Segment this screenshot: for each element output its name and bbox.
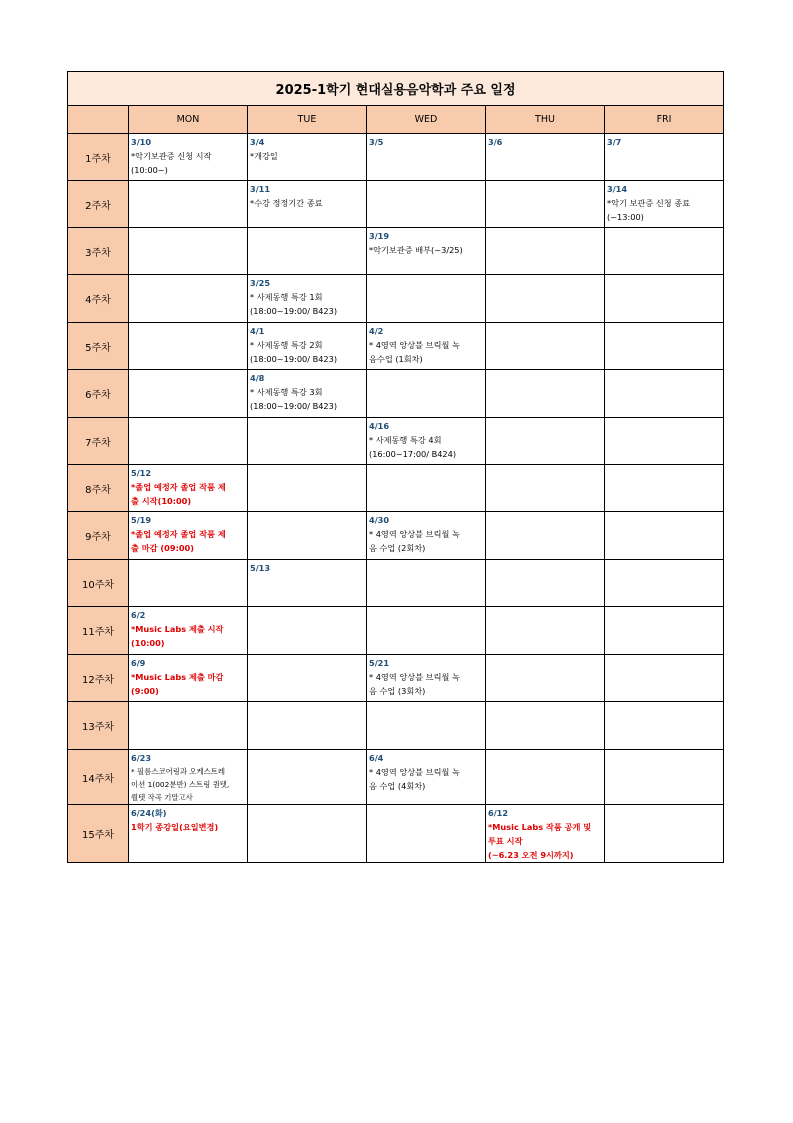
event-date: 3/5: [369, 137, 384, 147]
event-date: 4/16: [369, 421, 390, 431]
event-text: * 사제동행 특강 2회 (18:00~19:00/ B423): [250, 340, 338, 364]
week-label: 13주차: [68, 702, 129, 750]
day-cell-mon: [129, 370, 248, 418]
week-row: [68, 512, 724, 560]
event-date: 5/21: [369, 658, 390, 668]
event-text: *수강 정정기간 종료: [250, 198, 323, 208]
day-cell-mon: [129, 560, 248, 607]
day-cell-mon: [129, 465, 248, 512]
day-cell-tue: [248, 702, 367, 750]
event-date: 3/10: [131, 137, 152, 147]
event-text: *졸업 예정자 졸업 작품 제 출 마감 (09:00): [131, 529, 226, 553]
day-cell-mon: [129, 805, 248, 863]
day-cell-thu: [486, 181, 605, 228]
schedule-table: [67, 71, 724, 863]
day-cell-fri: [605, 465, 724, 512]
event-text: *악기보관증 신청 시작 (10:00~): [131, 151, 212, 175]
event-text: *Music Labs 제출 시작 (10:00): [131, 624, 224, 648]
event-date: 3/6: [488, 137, 503, 147]
week-label: 15주차: [68, 805, 129, 863]
week-label: 6주차: [68, 370, 129, 418]
day-cell-fri: [605, 750, 724, 805]
day-cell-mon: [129, 275, 248, 323]
day-cell-tue: [248, 805, 367, 863]
day-cell-mon: [129, 750, 248, 805]
day-header-wed: WED: [367, 106, 486, 134]
day-cell-tue: [248, 228, 367, 275]
event-text: 1학기 종강일(요일변경): [131, 822, 219, 832]
day-cell-mon: [129, 323, 248, 370]
event-text: * 4영역 앙상블 브릭월 녹 음 수업 (2회차): [369, 529, 460, 553]
event-text: *개강일: [250, 151, 278, 161]
day-cell-wed: [367, 275, 486, 323]
day-cell-tue: [248, 370, 367, 418]
day-cell-wed: [367, 228, 486, 275]
event-date: 3/7: [607, 137, 622, 147]
day-cell-mon: [129, 655, 248, 702]
corner-cell: [68, 106, 129, 134]
event-date: 6/12: [488, 808, 509, 818]
day-cell-fri: [605, 418, 724, 465]
day-cell-fri: [605, 805, 724, 863]
week-label: 12주차: [68, 655, 129, 702]
day-cell-mon: [129, 607, 248, 655]
event-date: 6/4: [369, 753, 384, 763]
day-cell-fri: [605, 655, 724, 702]
week-row: [68, 181, 724, 228]
day-cell-wed: [367, 323, 486, 370]
event-date: 6/23: [131, 753, 152, 763]
day-cell-mon: [129, 512, 248, 560]
day-cell-fri: [605, 134, 724, 181]
day-cell-tue: [248, 655, 367, 702]
week-label: 14주차: [68, 750, 129, 805]
day-cell-thu: [486, 323, 605, 370]
week-row: [68, 560, 724, 607]
day-cell-tue: [248, 607, 367, 655]
day-cell-tue: [248, 418, 367, 465]
day-cell-thu: [486, 750, 605, 805]
day-cell-wed: [367, 750, 486, 805]
day-cell-wed: [367, 702, 486, 750]
event-text: * 필름스코어링과 오케스트레 이션 1(002분반) 스트링 퀀텟, 퀄텟 작곡 기말고사: [131, 767, 230, 802]
day-cell-fri: [605, 512, 724, 560]
event-date: 3/4: [250, 137, 265, 147]
week-row: [68, 750, 724, 805]
week-row: [68, 228, 724, 275]
event-text: * 4영역 앙상블 브릭월 녹 음 수업 (4회차): [369, 767, 460, 791]
page-title: 2025-1학기 현대실용음악학과 주요 일정: [68, 72, 724, 106]
week-label: 5주차: [68, 323, 129, 370]
day-cell-thu: [486, 134, 605, 181]
week-label: 1주차: [68, 134, 129, 181]
event-text: * 사제동행 특강 4회 (16:00~17:00/ B424): [369, 435, 457, 459]
day-cell-tue: [248, 512, 367, 560]
day-cell-thu: [486, 418, 605, 465]
week-row: [68, 655, 724, 702]
day-cell-wed: [367, 607, 486, 655]
day-cell-wed: [367, 560, 486, 607]
week-label: 8주차: [68, 465, 129, 512]
day-cell-thu: [486, 275, 605, 323]
day-cell-thu: [486, 655, 605, 702]
day-cell-tue: [248, 134, 367, 181]
week-label: 2주차: [68, 181, 129, 228]
day-cell-tue: [248, 275, 367, 323]
event-text: *졸업 예정자 졸업 작품 제 출 시작(10:00): [131, 482, 226, 506]
event-date: 4/2: [369, 326, 384, 336]
week-row: [68, 134, 724, 181]
week-row: [68, 607, 724, 655]
day-cell-wed: [367, 418, 486, 465]
day-cell-fri: [605, 702, 724, 750]
day-cell-wed: [367, 465, 486, 512]
day-cell-thu: [486, 702, 605, 750]
day-cell-thu: [486, 370, 605, 418]
day-cell-tue: [248, 750, 367, 805]
week-label: 4주차: [68, 275, 129, 323]
event-date: 4/8: [250, 373, 265, 383]
event-text: * 4영역 앙상블 브릭월 녹 음수업 (1회차): [369, 340, 460, 364]
event-date: 5/19: [131, 515, 152, 525]
week-label: 9주차: [68, 512, 129, 560]
day-header-tue: TUE: [248, 106, 367, 134]
event-text: *악기보관증 배부(~3/25): [369, 245, 463, 255]
day-header-thu: THU: [486, 106, 605, 134]
week-label: 7주차: [68, 418, 129, 465]
week-row: [68, 323, 724, 370]
event-date: 6/9: [131, 658, 146, 668]
day-cell-thu: [486, 805, 605, 863]
day-cell-mon: [129, 418, 248, 465]
week-row: [68, 465, 724, 512]
event-date: 6/2: [131, 610, 146, 620]
day-cell-wed: [367, 134, 486, 181]
day-cell-thu: [486, 560, 605, 607]
day-cell-fri: [605, 275, 724, 323]
day-cell-thu: [486, 512, 605, 560]
day-cell-fri: [605, 607, 724, 655]
week-row: [68, 370, 724, 418]
day-cell-mon: [129, 228, 248, 275]
week-label: 10주차: [68, 560, 129, 607]
week-row: [68, 702, 724, 750]
week-label: 3주차: [68, 228, 129, 275]
day-cell-wed: [367, 370, 486, 418]
event-date: 6/24(화): [131, 808, 167, 818]
event-date: 3/11: [250, 184, 271, 194]
event-date: 3/19: [369, 231, 390, 241]
schedule-body: [68, 134, 724, 863]
event-text: * 사제동행 특강 1회 (18:00~19:00/ B423): [250, 292, 338, 316]
day-cell-thu: [486, 228, 605, 275]
event-text: *Music Labs 제출 마감 (9:00): [131, 672, 224, 696]
day-cell-tue: [248, 560, 367, 607]
event-date: 5/13: [250, 563, 271, 573]
event-text: * 사제동행 특강 3회 (18:00~19:00/ B423): [250, 387, 338, 411]
day-cell-fri: [605, 323, 724, 370]
day-cell-tue: [248, 465, 367, 512]
week-row: [68, 418, 724, 465]
day-cell-fri: [605, 228, 724, 275]
day-header-mon: MON: [129, 106, 248, 134]
day-cell-fri: [605, 370, 724, 418]
day-cell-thu: [486, 465, 605, 512]
event-date: 3/25: [250, 278, 271, 288]
day-cell-wed: [367, 655, 486, 702]
day-cell-thu: [486, 607, 605, 655]
day-cell-wed: [367, 805, 486, 863]
event-text: * 4영역 앙상블 브릭월 녹 음 수업 (3회차): [369, 672, 460, 696]
event-text: *Music Labs 작품 공개 및 투표 시작 (~6.23 오전 9시까지): [488, 822, 592, 860]
day-cell-tue: [248, 323, 367, 370]
event-date: 5/12: [131, 468, 152, 478]
day-header-row: [68, 106, 724, 134]
day-cell-mon: [129, 702, 248, 750]
day-cell-tue: [248, 181, 367, 228]
event-date: 4/30: [369, 515, 390, 525]
event-date: 4/1: [250, 326, 265, 336]
week-label: 11주차: [68, 607, 129, 655]
event-date: 3/14: [607, 184, 628, 194]
day-cell-fri: [605, 560, 724, 607]
day-cell-wed: [367, 181, 486, 228]
day-cell-mon: [129, 181, 248, 228]
event-text: *악기 보관증 신청 종료 (~13:00): [607, 198, 691, 222]
day-cell-wed: [367, 512, 486, 560]
day-cell-fri: [605, 181, 724, 228]
week-row: [68, 805, 724, 863]
day-header-fri: FRI: [605, 106, 724, 134]
day-cell-mon: [129, 134, 248, 181]
week-row: [68, 275, 724, 323]
